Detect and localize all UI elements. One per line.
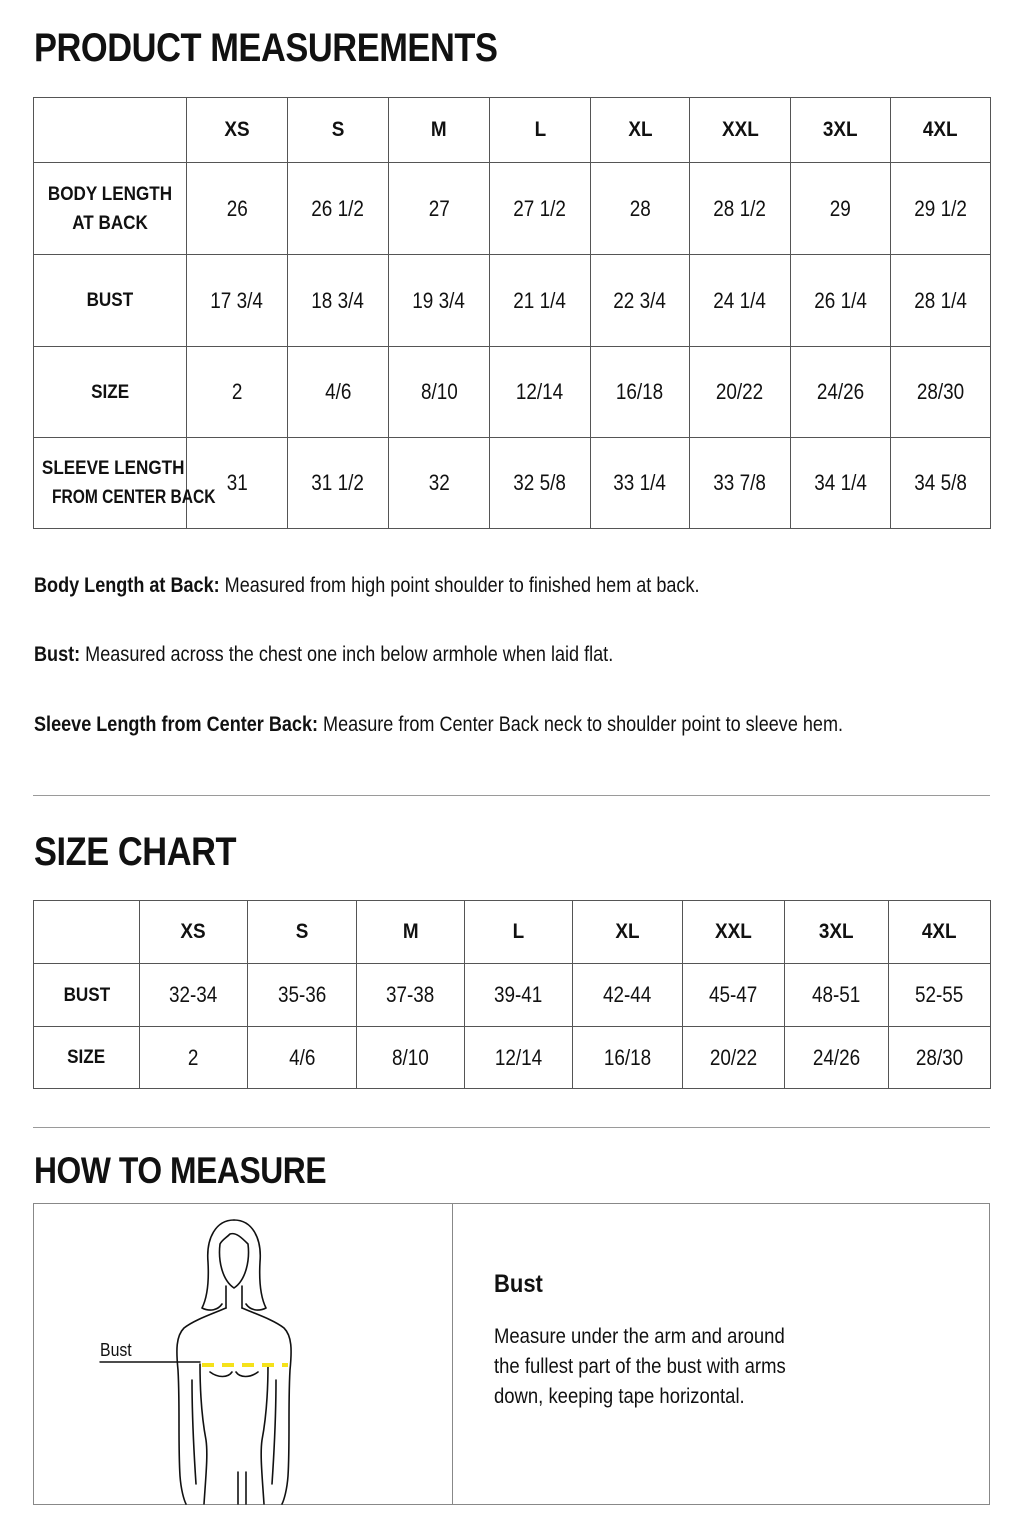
sc-size-header: XXL: [683, 901, 785, 964]
sc-cell: 52-55: [889, 964, 991, 1027]
section-divider: [33, 795, 990, 796]
note-term: Sleeve Length from Center Back:: [34, 713, 319, 736]
sc-cell: 12/14: [465, 1027, 573, 1089]
sc-header-row: [34, 901, 991, 964]
sc-cell: 4/6: [248, 1027, 357, 1089]
pm-cell: 19 3/4: [389, 255, 490, 347]
sc-cell: 42-44: [573, 964, 683, 1027]
sc-cell: 2: [140, 1027, 248, 1089]
pm-cell: 32 5/8: [490, 438, 591, 529]
note-body-length: [34, 574, 700, 598]
sc-cell: 45-47: [683, 964, 785, 1027]
sc-cell: 35-36: [248, 964, 357, 1027]
pm-cell: 26 1/4: [791, 255, 891, 347]
sc-size-header: S: [248, 901, 357, 964]
female-torso-outline-icon: [34, 1204, 452, 1504]
how-to-measure-title: HOW TO MEASURE: [34, 1150, 327, 1191]
sc-cell: 24/26: [785, 1027, 889, 1089]
pm-cell: 28: [591, 163, 690, 255]
note-term: Body Length at Back:: [34, 574, 220, 597]
pm-cell: 28 1/4: [891, 255, 991, 347]
pm-size-header: XL: [591, 98, 690, 163]
note-term: Bust:: [34, 643, 81, 666]
sc-size-header: 3XL: [785, 901, 889, 964]
pm-cell: 8/10: [389, 347, 490, 438]
sc-cell: 48-51: [785, 964, 889, 1027]
sc-row-size: [34, 1027, 991, 1089]
sc-corner-cell: [34, 901, 140, 964]
pm-cell: 24/26: [791, 347, 891, 438]
sc-size-header: XL: [573, 901, 683, 964]
pm-size-header: XS: [187, 98, 288, 163]
sc-cell: 28/30: [889, 1027, 991, 1089]
note-text: Measured across the chest one inch below armhole when laid flat.: [80, 643, 614, 666]
pm-cell: 18 3/4: [288, 255, 389, 347]
sc-size-header: XS: [140, 901, 248, 964]
sc-size-header: M: [357, 901, 465, 964]
pm-cell: 34 5/8: [891, 438, 991, 529]
pm-cell: 4/6: [288, 347, 389, 438]
pm-row-sleeve-length: [34, 438, 991, 529]
pm-size-header: M: [389, 98, 490, 163]
size-chart-title: SIZE CHART: [34, 830, 237, 874]
pm-row-body-length: [34, 163, 991, 255]
bust-heading: Bust: [494, 1270, 543, 1298]
pm-cell: 26 1/2: [288, 163, 389, 255]
pm-cell: 26: [187, 163, 288, 255]
note-text: Measure from Center Back neck to shoulder point to sleeve hem.: [318, 713, 844, 736]
sc-size-header: 4XL: [889, 901, 991, 964]
pm-size-header: XXL: [690, 98, 791, 163]
pm-cell: 31 1/2: [288, 438, 389, 529]
sc-cell: 8/10: [357, 1027, 465, 1089]
pm-size-header: 4XL: [891, 98, 991, 163]
product-measurements-title: PRODUCT MEASUREMENTS: [34, 26, 498, 70]
pm-cell: 22 3/4: [591, 255, 690, 347]
pm-cell: 28 1/2: [690, 163, 791, 255]
pm-size-header: L: [490, 98, 591, 163]
pm-cell: 33 1/4: [591, 438, 690, 529]
pm-cell: 31: [187, 438, 288, 529]
note-sleeve-length: [34, 713, 843, 737]
pm-row-label: BODY LENGTH AT BACK: [34, 163, 187, 255]
sc-row-label: SIZE: [34, 1027, 140, 1089]
figure-bust-label: Bust: [100, 1340, 132, 1360]
pm-cell: 12/14: [490, 347, 591, 438]
size-chart-table: [33, 900, 991, 1089]
product-measurements-table: [33, 97, 991, 529]
pm-cell: 16/18: [591, 347, 690, 438]
pm-cell: 21 1/4: [490, 255, 591, 347]
sc-row-label: BUST: [34, 964, 140, 1027]
pm-header-row: [34, 98, 991, 163]
pm-cell: 29: [791, 163, 891, 255]
sc-row-bust: [34, 964, 991, 1027]
section-divider: [33, 1127, 990, 1128]
pm-cell: 17 3/4: [187, 255, 288, 347]
how-to-measure-panel: [33, 1203, 990, 1505]
note-text: Measured from high point shoulder to finished hem at back.: [219, 574, 700, 597]
bust-description: Measure under the arm and around the fullest part of the bust with arms down, keeping tape horizontal.: [494, 1325, 786, 1408]
pm-size-header: S: [288, 98, 389, 163]
pm-row-label: SIZE: [34, 347, 187, 438]
pm-cell: 32: [389, 438, 490, 529]
sc-cell: 20/22: [683, 1027, 785, 1089]
pm-cell: 20/22: [690, 347, 791, 438]
sc-cell: 16/18: [573, 1027, 683, 1089]
pm-row-size: [34, 347, 991, 438]
pm-cell: 2: [187, 347, 288, 438]
pm-row-label: SLEEVE LENGTH FROM CENTER BACK: [34, 438, 187, 529]
sc-cell: 39-41: [465, 964, 573, 1027]
pm-corner-cell: [34, 98, 187, 163]
pm-size-header: 3XL: [791, 98, 891, 163]
sc-cell: 32-34: [140, 964, 248, 1027]
pm-cell: 24 1/4: [690, 255, 791, 347]
pm-cell: 27: [389, 163, 490, 255]
pm-cell: 28/30: [891, 347, 991, 438]
panel-divider: [452, 1204, 453, 1504]
note-bust: [34, 643, 613, 667]
pm-row-label: BUST: [34, 255, 187, 347]
sc-size-header: L: [465, 901, 573, 964]
pm-cell: 34 1/4: [791, 438, 891, 529]
pm-cell: 33 7/8: [690, 438, 791, 529]
pm-row-bust: [34, 255, 991, 347]
pm-cell: 27 1/2: [490, 163, 591, 255]
pm-cell: 29 1/2: [891, 163, 991, 255]
sc-cell: 37-38: [357, 964, 465, 1027]
